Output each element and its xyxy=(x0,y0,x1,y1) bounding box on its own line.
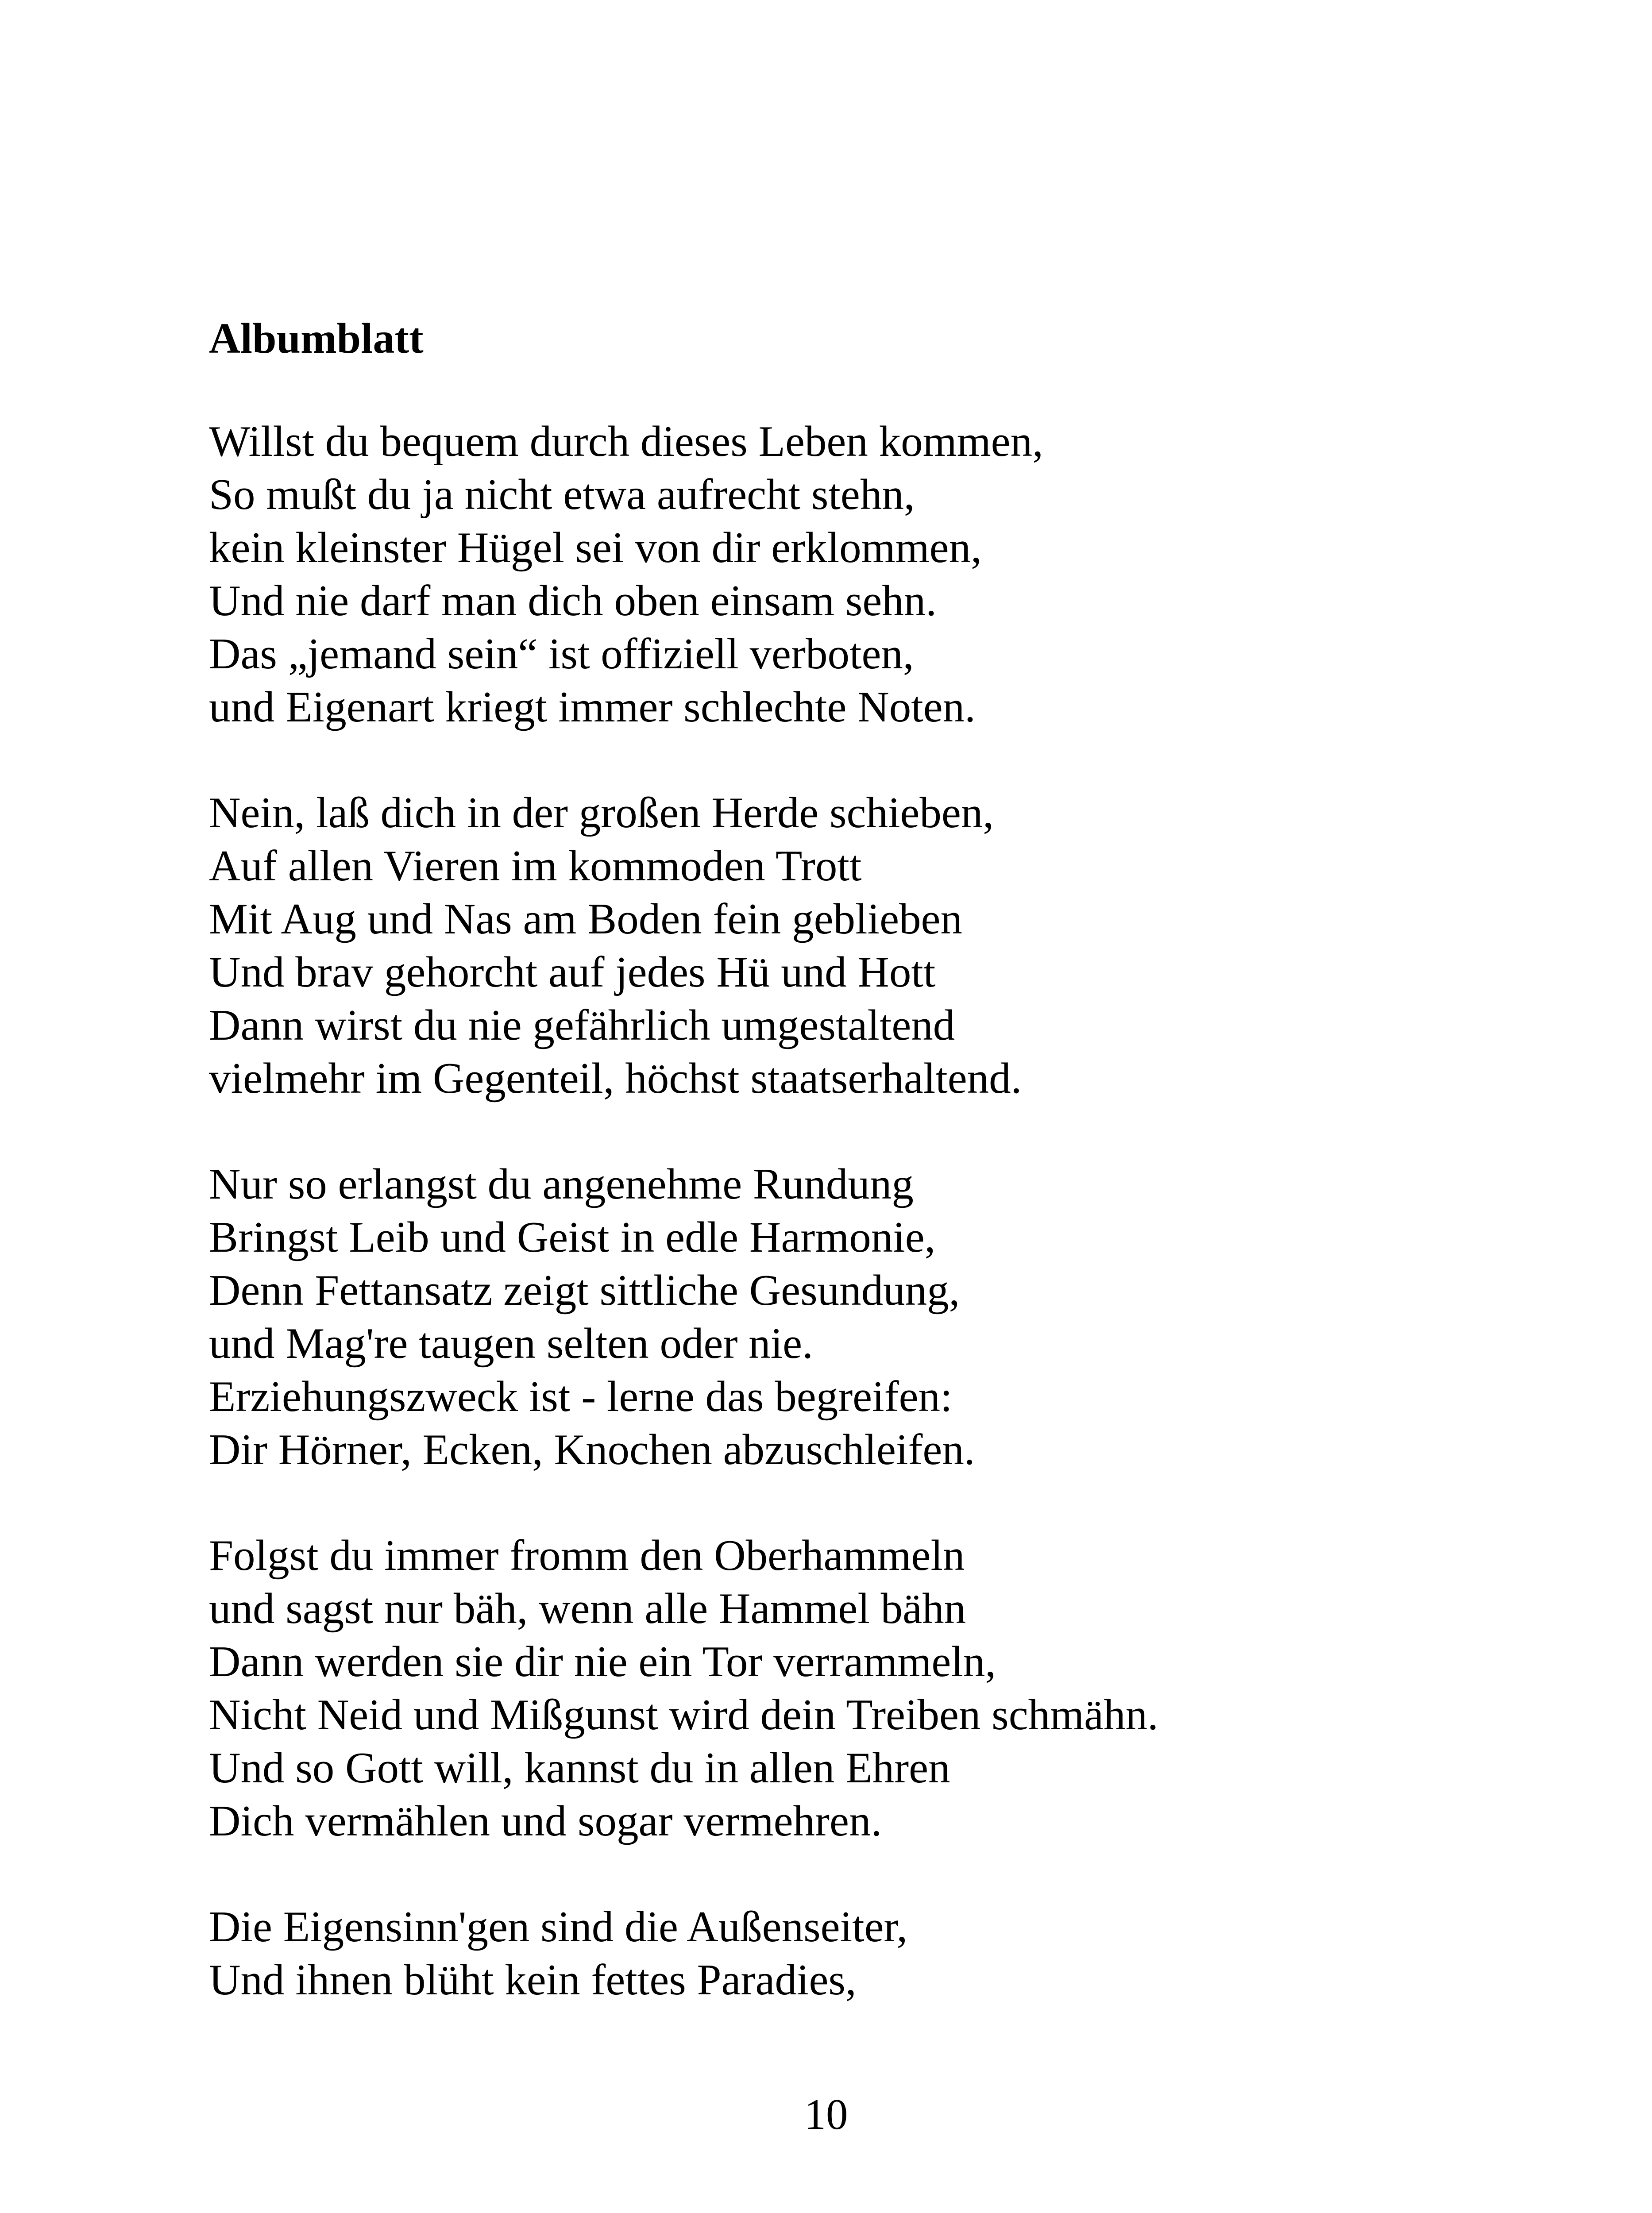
stanza-5 xyxy=(209,1901,1537,2007)
poem-line: Das „jemand sein“ ist offiziell verboten, xyxy=(209,630,914,678)
poem-line: Die Eigensinn'gen sind die Außenseiter, xyxy=(209,1903,908,1951)
stanza-1 xyxy=(209,415,1537,734)
poem-line: Und nie darf man dich oben einsam sehn. xyxy=(209,577,937,625)
poem-line: Bringst Leib und Geist in edle Harmonie, xyxy=(209,1213,936,1261)
poem-line: So mußt du ja nicht etwa aufrecht stehn, xyxy=(209,470,915,519)
poem-line: vielmehr im Gegenteil, höchst staatserhaltend. xyxy=(209,1054,1022,1103)
page-number: 10 xyxy=(804,2090,848,2139)
poem-line: und sagst nur bäh, wenn alle Hammel bähn xyxy=(209,1585,966,1633)
poem-line: Auf allen Vieren im kommoden Trott xyxy=(209,842,862,890)
poem-line: Und so Gott will, kannst du in allen Ehren xyxy=(209,1744,950,1792)
poem-line: und Eigenart kriegt immer schlechte Noten. xyxy=(209,683,976,731)
poem-line: Nicht Neid und Mißgunst wird dein Treiben schmähn. xyxy=(209,1691,1158,1739)
poem-line: Dir Hörner, Ecken, Knochen abzuschleifen. xyxy=(209,1426,975,1474)
poem-line: Nein, laß dich in der großen Herde schieben, xyxy=(209,789,994,837)
poem-line: Dich vermählen und sogar vermehren. xyxy=(209,1797,882,1845)
poem-line: Nur so erlangst du angenehme Rundung xyxy=(209,1160,914,1208)
poem-line: Erziehungszweck ist - lerne das begreifen: xyxy=(209,1373,953,1421)
stanza-4 xyxy=(209,1529,1537,1848)
poem-line: kein kleinster Hügel sei von dir erklommen, xyxy=(209,524,982,572)
poem-line: Willst du bequem durch dieses Leben kommen, xyxy=(209,417,1043,466)
poem-line: Denn Fettansatz zeigt sittliche Gesundung, xyxy=(209,1266,960,1315)
poem-line: Dann werden sie dir nie ein Tor verrammeln, xyxy=(209,1638,996,1686)
poem-line: Und brav gehorcht auf jedes Hü und Hott xyxy=(209,948,936,996)
poem-title: Albumblatt xyxy=(209,315,424,362)
poem-line: Und ihnen blüht kein fettes Paradies, xyxy=(209,1956,857,2004)
stanza-3 xyxy=(209,1158,1537,1477)
poem-line: Dann wirst du nie gefährlich umgestaltend xyxy=(209,1001,955,1049)
poem-body xyxy=(209,415,1537,2059)
poem-line: und Mag're taugen selten oder nie. xyxy=(209,1319,813,1368)
poem-line: Mit Aug und Nas am Boden fein geblieben xyxy=(209,895,962,943)
stanza-2 xyxy=(209,787,1537,1105)
poem-line: Folgst du immer fromm den Oberhammeln xyxy=(209,1531,965,1580)
